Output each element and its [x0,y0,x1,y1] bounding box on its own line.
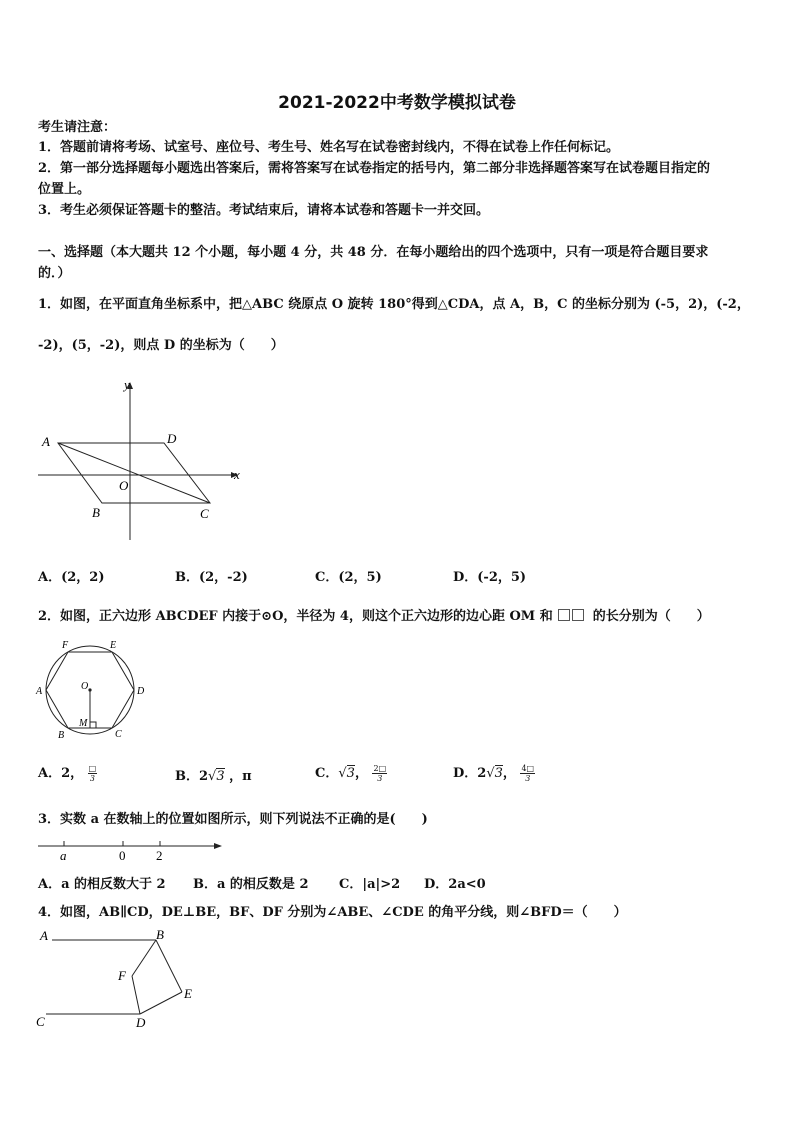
notice-heading: 考生请注意： [38,120,117,135]
q4-label-b: B [156,927,164,942]
q1-text-line1: 1．如图，在平面直角坐标系中，把△ABC 绕原点 O 旋转 180°得到△CDA，点 A，B，C 的坐标分别为 (-5，2)，(-2， [38,297,750,312]
q3-option-d: D．2a<0 [424,877,486,892]
q2-option-d-denominator: 3 [525,774,531,783]
q2-option-d-fraction [520,764,535,783]
q4-figure [34,926,206,1034]
q2-option-c-radicand: 3 [346,766,355,781]
q2-option-b [175,765,252,784]
q4-label-f: F [118,968,126,983]
q1-label-o: O [119,478,129,493]
q2-label-a: A [36,686,43,697]
notice-item-1: 1．答题前请将考场、试室号、座位号、考生号、姓名写在试卷密封线内，不得在试卷上作任何标记。 [38,140,620,155]
q2-label-m: M [79,718,88,729]
q3-option-c: C．|a|>2 [339,877,401,892]
section1-line1: 一、选择题（本大题共 12 个小题，每小题 4 分，共 48 分．在每小题给出的四个选项中，只有一项是符合题目要求 [38,245,709,260]
q2-option-c-prefix: C． [315,766,339,781]
q2-label-b: B [58,730,65,741]
q2-text-end: 的长分别为（ ） [592,609,710,624]
q2-figure [34,636,156,742]
q2-label-c: C [115,729,122,740]
q3-text: 3．实数 a 在数轴上的位置如图所示，则下列说法不正确的是( ) [38,812,428,827]
q1-label-d: D [167,431,177,446]
sqrt-icon: √ [208,769,217,784]
q2-label-e: E [110,640,117,651]
q2-option-b-suffix: ，π [229,769,252,784]
q3-option-a: A．a 的相反数大于 2 [38,877,166,892]
notice-item-2-cont: 位置上。 [38,182,91,197]
q2-option-c-numerator: 2□ [373,764,387,773]
q2-label-o: O [81,681,89,692]
q2-option-c-fraction [372,764,387,783]
notice-item-3: 3．考生必须保证答题卡的整洁。考试结束后，请将本试卷和答题卡一并交回。 [38,203,490,218]
q2-option-a-numerator: □ [88,764,97,773]
q2-missing-glyph-icon [558,609,570,621]
q2-option-a-denominator: 3 [89,774,95,783]
q1-option-a: A．(2，2) [38,570,105,585]
q2-label-d: D [137,686,145,697]
q2-text [38,607,710,627]
q2-option-c-denominator: 3 [377,774,383,783]
q2-right-angle-mark [90,722,96,728]
q2-option-a-fraction [88,764,98,783]
q4-segment-ed [140,992,182,1014]
section1-line2: 的．） [38,266,71,281]
q2-option-a [38,762,97,783]
sqrt-icon: √ [338,766,347,781]
q2-label-f: F [62,640,69,651]
q1-label-b: B [92,505,100,520]
q1-label-c: C [200,506,209,521]
q4-label-e: E [184,986,192,1001]
notice-item-2: 2．第一部分选择题每小题选出答案后，需将答案写在试卷指定的括号内，第二部分非选择题答案写在试卷题目指定的 [38,161,711,176]
q4-label-c: C [36,1014,45,1029]
q3-number-line [36,836,226,866]
q2-center-point [88,688,91,691]
q1-text-line2: -2)，(5，-2)，则点 D 的坐标为（ ） [38,338,284,353]
q4-label-d: D [136,1015,146,1030]
q3-label-0: 0 [119,848,126,863]
q2-option-d-suffix: ， [502,766,516,781]
q3-label-a: a [60,848,67,863]
q2-missing-glyph-icon [572,609,584,621]
q1-option-d: D．(-2，5) [453,570,527,585]
q3-label-2: 2 [156,848,163,863]
q4-segment-bf [132,940,156,976]
q4-segment-fd [132,976,140,1014]
q4-text: 4．如图，AB∥CD，DE⊥BE，BF、DF 分别为∠ABE、∠CDE 的角平分线，则∠BFD＝（ ） [38,905,627,920]
q1-label-y: y [124,377,130,392]
q2-option-d-radicand: 3 [494,766,503,781]
q2-option-b-radicand: 3 [216,769,225,784]
q2-option-d [453,762,535,783]
q1-label-a: A [42,434,50,449]
q1-option-b: B．(2，-2) [175,570,248,585]
q1-label-x: x [234,467,240,482]
q2-option-d-prefix: D．2 [453,766,487,781]
q3-option-b: B．a 的相反数是 2 [193,877,309,892]
q2-option-c [315,762,387,783]
q2-option-b-prefix: B．2 [175,769,209,784]
q1-figure [36,376,248,542]
q2-option-a-prefix: A．2， [38,766,84,781]
q4-label-a: A [40,928,48,943]
q2-option-d-numerator: 4□ [521,764,535,773]
q2-text-start: 2．如图，正六边形 ABCDEF 内接于⊙O，半径为 4，则这个正六边形的边心距 OM 和 [38,609,553,624]
q1-option-c: C．(2，5) [315,570,382,585]
page-title: 2021-2022中考数学模拟试卷 [278,93,516,113]
q2-option-c-suffix: ， [354,766,368,781]
q3-axis-arrow [214,843,222,849]
q4-segment-be [156,940,182,992]
sqrt-icon: √ [486,766,495,781]
